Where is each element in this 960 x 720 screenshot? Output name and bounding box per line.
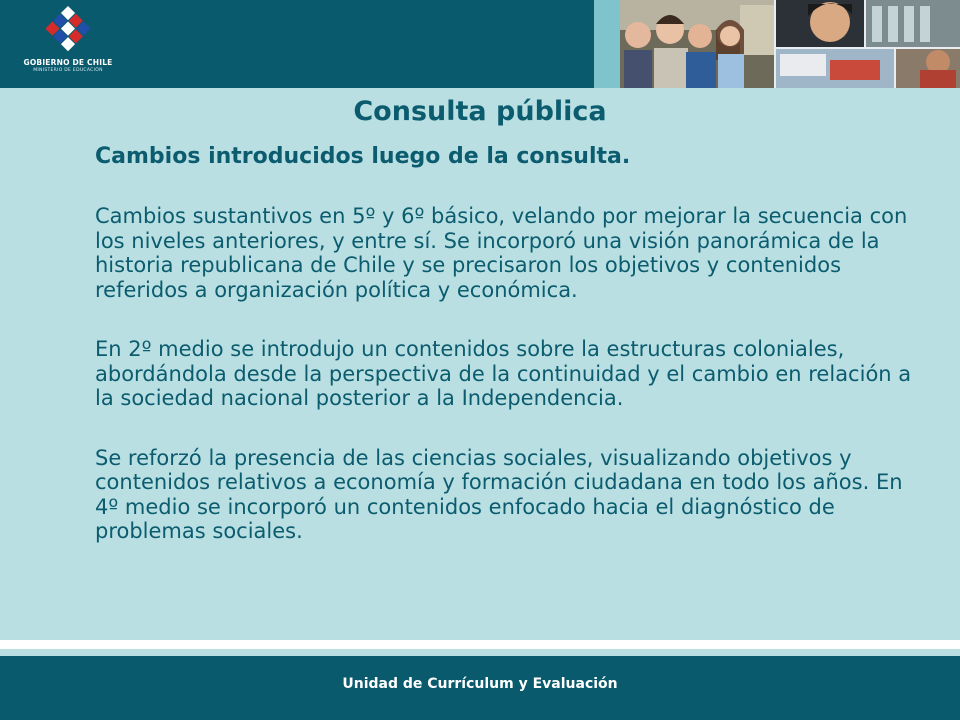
paragraph-3: Se reforzó la presencia de las ciencias sociales, visualizando objetivos y contenidos relativos a economía y formación ciudadana en todo los años. En 4º medio se incorporó un contenidos enfocado hacia el diagnóstico de problemas sociales. (95, 445, 903, 543)
logo-line2: MINISTERIO DE EDUCACIÓN (33, 68, 103, 73)
footer-divider (0, 640, 960, 649)
classroom-photo-strip (620, 0, 960, 88)
logo-line1: GOBIERNO DE CHILE (23, 58, 113, 67)
students-photo-image (620, 0, 960, 88)
slide-content (95, 142, 915, 579)
paragraph-2: En 2º medio se introdujo un contenidos sobre la estructuras coloniales, abordándola desde la perspectiva de la continuidad y el cambio en relación a la sociedad nacional posterior a la Independencia. (95, 337, 912, 410)
slide-subtitle: Cambios introducidos luego de la consulta. (95, 144, 631, 169)
gobierno-de-chile-logo (18, 4, 118, 82)
paragraph-1: Cambios sustantivos en 5º y 6º básico, velando por mejorar la secuencia con los niveles anteriores, y entre sí. Se incorporó una visión panorámica de la historia republicana de Chile y se precisaron los objetivos y contenidos referidos a organización política y económica. (95, 204, 908, 302)
slide-title: Consulta pública (353, 96, 607, 127)
footer-text: Unidad de Currículum y Evaluación (342, 676, 618, 692)
header-bar (0, 0, 960, 88)
chile-emblem-icon (42, 4, 94, 56)
footer-bar (0, 656, 960, 720)
accent-stripe (594, 0, 620, 88)
